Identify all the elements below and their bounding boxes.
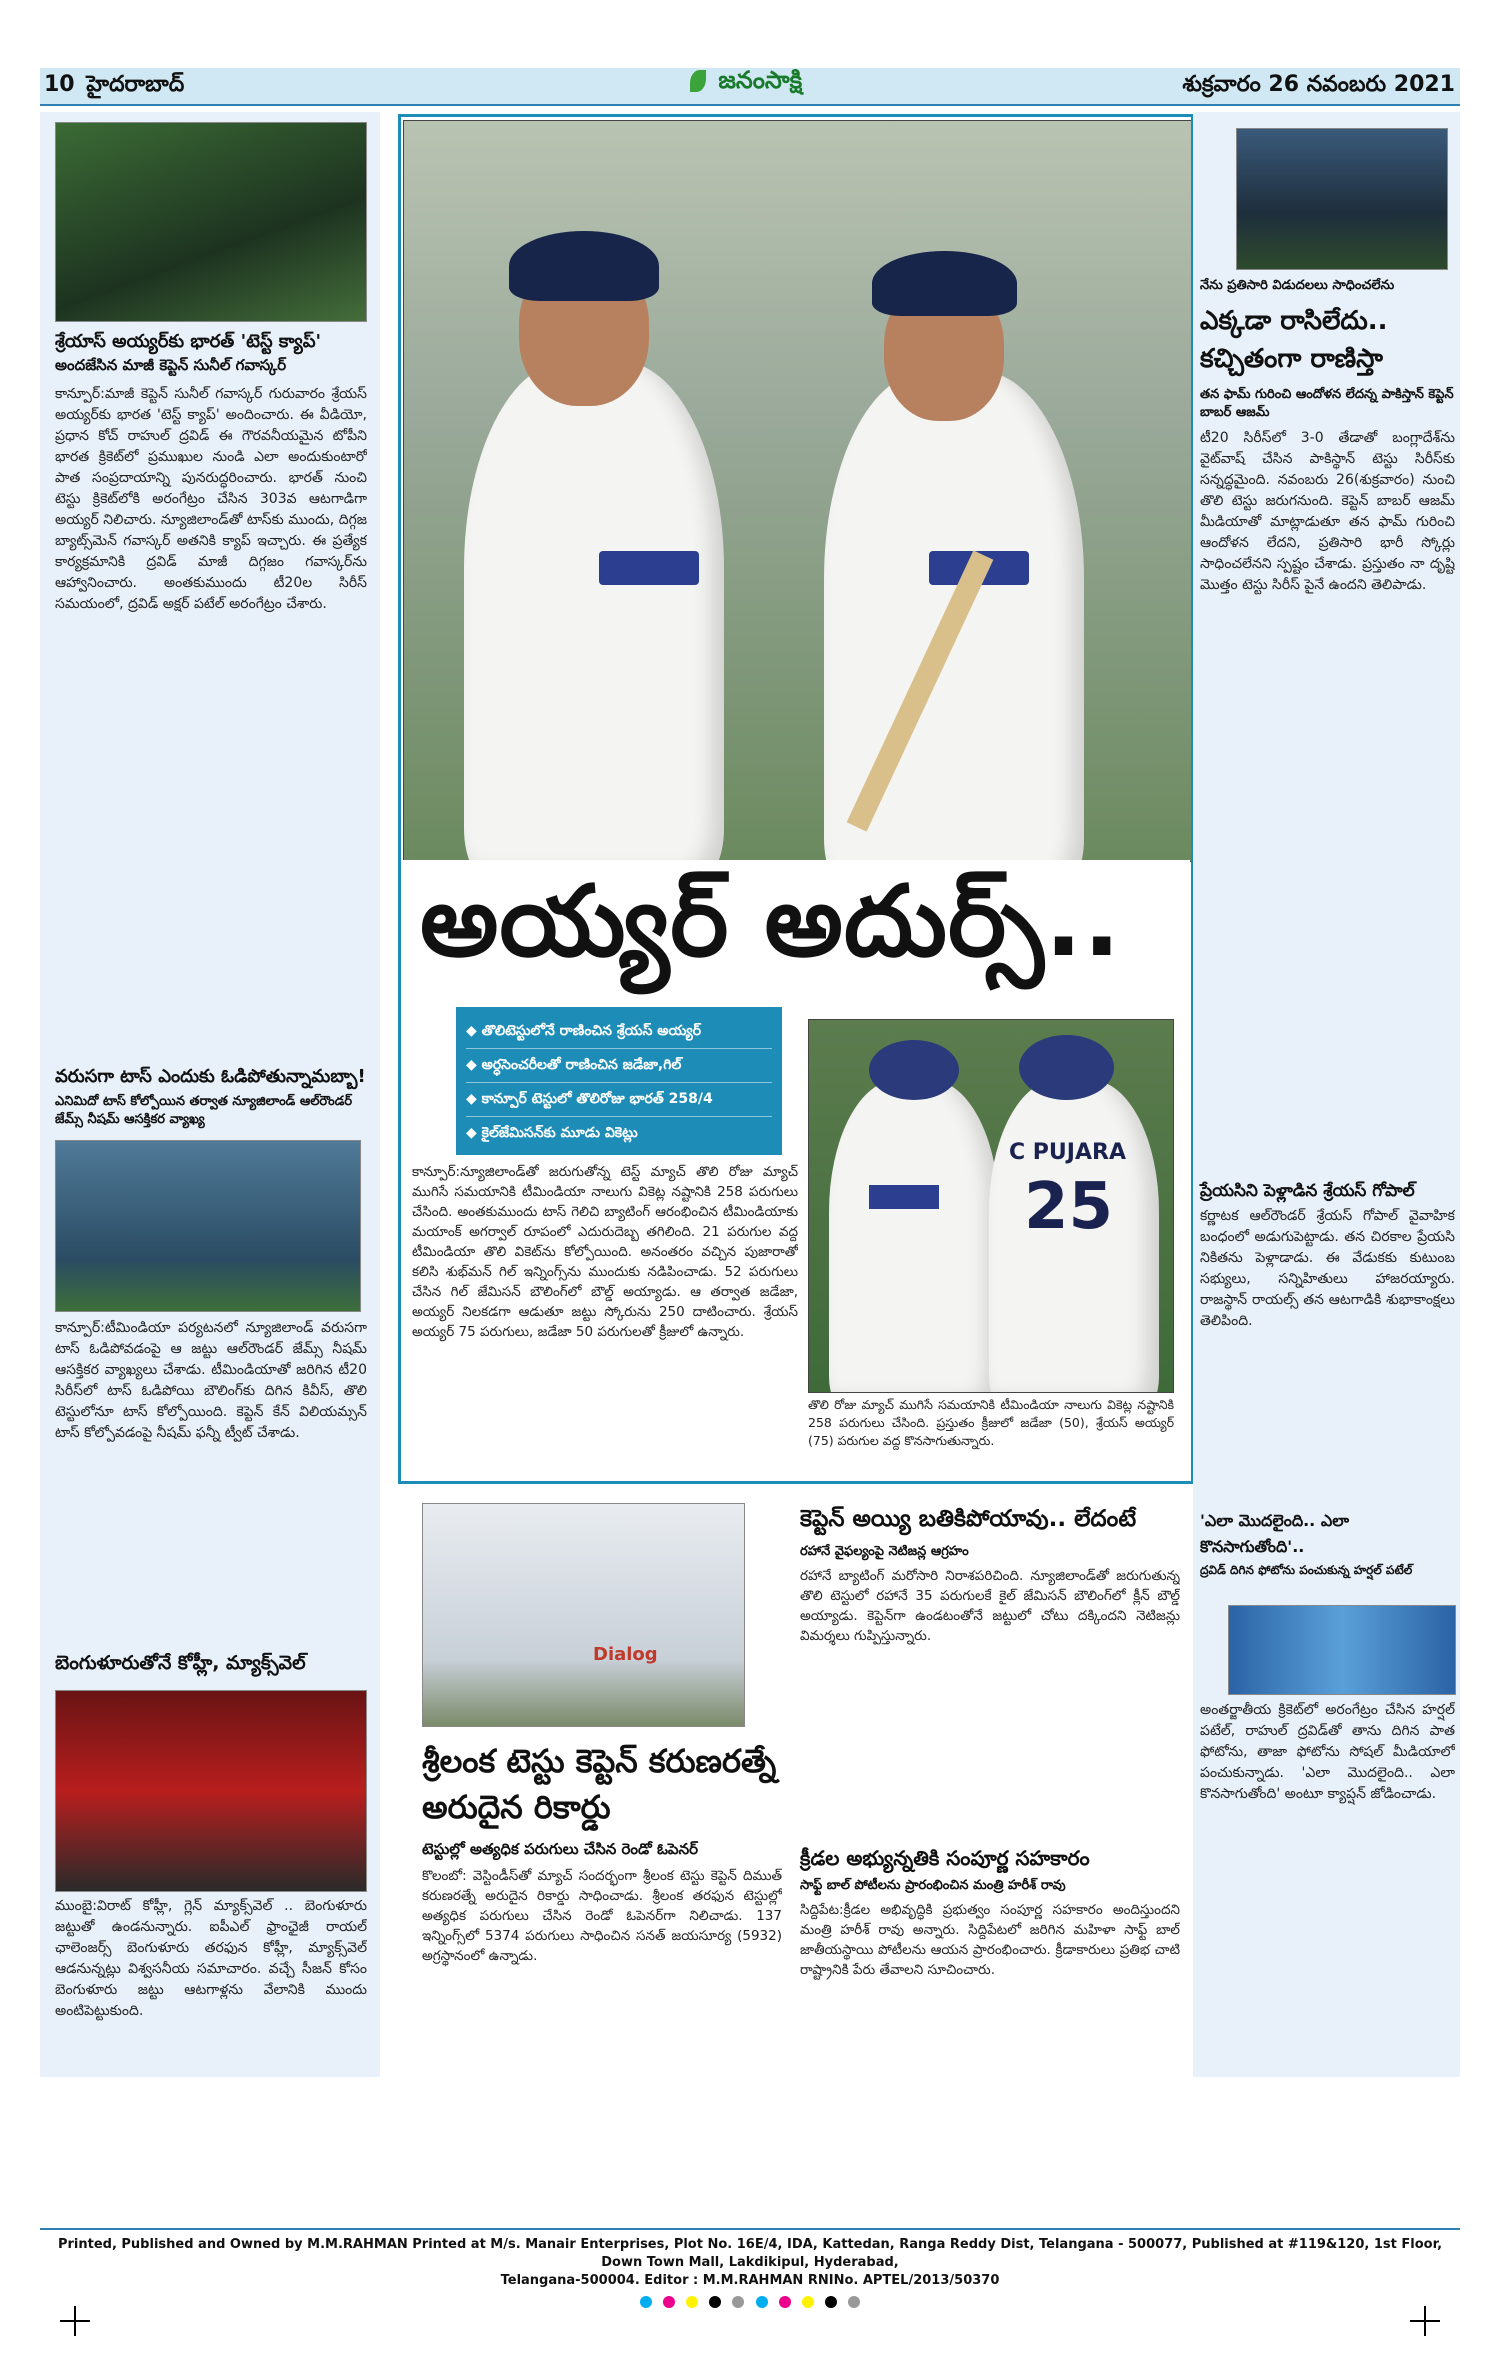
registration-dot: [640, 2296, 652, 2308]
registration-dot: [686, 2296, 698, 2308]
jersey-name: C PUJARA: [1009, 1140, 1126, 1165]
registration-dot: [732, 2296, 744, 2308]
story-headline: కెప్టెన్ అయ్యి బతికిపోయావు.. లేదంటే: [800, 1506, 1137, 1532]
story-body: కాన్పూర్:టీమిండియా పర్యటనలో న్యూజిలాండ్ వరుసగా టాస్ ఓడిపోవడంపై ఆ జట్టు ఆల్‌రౌండర్ జేమ్స్ నీషమ్ ఆసక్తికర వ్యాఖ్యలు చేశాడు. టీమిండియాతో జరిగిన టీ20 సిరీస్‌లో టాస్ ఓడిపోయి బౌలింగ్‌కు దిగిన కివీస్, తొలి టెస్టులోనూ టాస్ కోల్పోయింది. కెప్టెన్ కేన్ విలియమ్సన్ టాస్ కోల్పోవడంపై నీషమ్ ఫన్నీ ట్వీట్ చేశాడు.: [55, 1320, 367, 1441]
masthead-logo: జనంసాక్షి: [690, 66, 802, 100]
registration-dot: [709, 2296, 721, 2308]
story-body: టీ20 సిరీస్‌లో 3-0 తేడాతో బంగ్లాదేశ్‌ను వైట్‌వాష్ చేసిన పాకిస్థాన్ టెస్టు సిరీస్‌కు సన్నద్ధమైంది. నవంబరు 26(శుక్రవారం) నుంచి తొలి టెస్టు జరుగనుంది. కెప్టెన్ బాబర్ ఆజమ్ మీడియాతో మాట్లాడుతూ తన ఫామ్ గురించి ఆందోళన లేదని, ప్రతిసారి భారీ స్కోర్లు సాధించలేనని స్పష్టం చేశాడు. ప్రస్తుతం నా దృష్టి మొత్తం టెస్టు సిరీస్ పైనే ఉందని తెలిపాడు.: [1200, 430, 1455, 593]
story-subhead: ద్రవిడ్ దిగిన ఫోటోను పంచుకున్న హర్షల్ పటేల్: [1200, 1563, 1413, 1577]
registration-dot: [802, 2296, 814, 2308]
sponsor-text: Dialog: [593, 1644, 658, 1665]
neesham-photo: [55, 1140, 361, 1312]
dateline: శుక్రవారం 26 నవంబరు 2021: [1182, 72, 1455, 97]
highlight-item: ◆ కాన్పూర్ టెస్టులో తొలిరోజు భారత్ 258/4: [466, 1083, 772, 1117]
registration-dot: [825, 2296, 837, 2308]
story-headline: ప్రేయసిని పెళ్లాడిన శ్రేయస్ గోపాల్: [1200, 1181, 1415, 1201]
story-headline: శ్రీలంక టెస్టు కెప్టెన్ కరుణరత్నే అరుదైన రికార్డు: [422, 1742, 777, 1826]
crop-mark: [74, 2306, 76, 2336]
story-subhead: రహానే వైఫల్యంపై నెటిజన్ల ఆగ్రహం: [800, 1544, 969, 1559]
footer-rule: [40, 2228, 1460, 2230]
harshal-dravid-photo: [1228, 1605, 1456, 1695]
story-body: ముంబై:విరాట్ కోహ్లీ, గ్లెన్ మ్యాక్స్‌వెల్ .. బెంగుళూరు జట్టుతో ఉండనున్నారు. ఐపీఎల్ ఫ్రాంఛైజీ రాయల్ ఛాలెంజర్స్ బెంగుళూరు తరఫున కోహ్లీ, మ్యాక్స్‌వెల్ ఆడనున్నట్లు విశ్వసనీయ సమాచారం. వచ్చే సీజన్ కోసం బెంగుళూరు జట్టు ఆటగాళ్లను వేలానికి ముందు అంటిపెట్టుకుంది.: [55, 1898, 367, 2019]
story-headline: ఎక్కడా రాసిలేదు.. కచ్చితంగా రాణిస్తా: [1200, 306, 1388, 374]
registration-strip: [55, 2293, 1445, 2309]
story-headline: వరుసగా టాస్ ఎందుకు ఓడిపోతున్నామబ్బా!: [55, 1066, 366, 1087]
babar-azam-photo: [1236, 128, 1448, 270]
story-subhead: ఎనిమిదో టాస్ కోల్పోయిన తర్వాత న్యూజిలాండ్ ఆల్‌రౌండర్ జేమ్స్ నీషమ్ ఆసక్తికర వ్యాఖ్య: [55, 1094, 353, 1127]
page-number: 10 హైదరాబాద్: [44, 72, 185, 97]
registration-dot: [756, 2296, 768, 2308]
story-headline: శ్రేయాస్ అయ్యర్‌కు భారత్ 'టెస్ట్ క్యాప్': [55, 331, 322, 352]
highlight-item: ◆ అర్ధసెంచరీలతో రాణించిన జడేజా,గిల్: [466, 1049, 772, 1083]
story-body: రహానే బ్యాటింగ్ మరోసారి నిరాశపరిచింది. న్యూజిలాండ్‌తో జరుగుతున్న తొలి టెస్టులో రహానే 35 పరుగులకే కైల్ జేమిసన్ బౌలింగ్‌లో క్లీన్ బౌల్డ్ అయ్యాడు. కెప్టెన్‌గా ఉండటంతోనే జట్టులో చోటు దక్కిందని నెటిజన్లు విమర్శలు గుప్పిస్తున్నారు.: [800, 1568, 1180, 1644]
main-story-body: కాన్పూర్:న్యూజిలాండ్‌తో జరుగుతోన్న టెస్ట్ మ్యాచ్ తొలి రోజు మ్యాచ్ ముగిసే సమయానికి టీమిండియా నాలుగు వికెట్ల నష్టానికి 258 పరుగులు చేసింది. అంతకుముందు టాస్ గెలిచి బ్యాటింగ్ ఆరంభించిన టీమిండియాకు మయాంక్ అగర్వాల్ రూపంలో ఎదురుదెబ్బ తగిలింది. 21 పరుగుల వద్ద టీమిండియా తొలి వికెట్‌ను కోల్పోయింది. అనంతరం వచ్చిన పుజారాతో కలిసి శుభ్‌మన్ గిల్ ఇన్నింగ్స్‌ను ముందుకు నడిపించాడు. 52 పరుగులు చేసిన గిల్ జేమిసన్ బౌలింగ్‌లో బౌల్డ్ అయ్యాడు. ఆ తర్వాత జడేజా, అయ్యర్ నిలకడగా ఆడుతూ జట్టు స్కోరును 250 దాటించారు. శ్రేయస్ అయ్యర్ 75 పరుగులు, జడేజా 50 పరుగులతో క్రీజులో ఉన్నారు.: [412, 1164, 798, 1340]
registration-dot: [848, 2296, 860, 2308]
city-label: హైదరాబాద్: [86, 72, 185, 97]
story-subhead: అందజేసిన మాజీ కెప్టెన్ సునీల్ గవాస్కర్: [55, 356, 287, 374]
story-headline: బెంగుళూరుతోనే కోహ్లీ, మ్యాక్స్‌వెల్: [55, 1652, 306, 1674]
imprint-line: Printed, Published and Owned by M.M.RAHMAN Printed at M/s. Manair Enterprises, Plot No. 16E/4, IDA, Kattedan, Ranga Reddy Dist, Telangana - 500077, Published at #119&120, 1st Floor, Down Town Mall, Lakdikipul, Hyderabad, Telangana-500004. Editor : M.M.RAHMAN RNINo. APTEL/2013/50370: [57, 2237, 1443, 2288]
story-body: సిద్దిపేట:క్రీడల అభివృద్ధికి ప్రభుత్వం సంపూర్ణ సహకారం అందిస్తుందని మంత్రి హరీశ్ రావు అన్నారు. సిద్దిపేటలో జరిగిన మహిళా సాఫ్ట్ బాల్ జాతీయస్థాయి పోటీలను ఆయన ప్రారంభించారు. క్రీడాకారులు ప్రతిభ చాటి రాష్ట్రానికి పేరు తేవాలని సూచించారు.: [800, 1902, 1180, 1978]
story-kicker: నేను ప్రతిసారి విడుదలలు సాధించలేను: [1200, 278, 1395, 293]
registration-dot: [663, 2296, 675, 2308]
photo-caption: తొలి రోజు మ్యాచ్ ముగిసే సమయానికి టీమిండియా నాలుగు వికెట్ల నష్టానికి 258 పరుగులు చేసింది. ప్రస్తుతం క్రీజులో జడేజా (50), శ్రేయస్ అయ్యర్ (75) పరుగుల వద్ద కొనసాగుతున్నారు.: [808, 1397, 1174, 1448]
story-headline: క్రీడల అభ్యున్నతికి సంపూర్ణ సహకారం: [800, 1846, 1090, 1870]
story-body: కర్ణాటక ఆల్‌రౌండర్ శ్రేయస్ గోపాల్ వైవాహిక బంధంలో అడుగుపెట్టాడు. తన చిరకాల ప్రేయసి నికితను పెళ్లాడాడు. ఈ వేడుకకు కుటుంబ సభ్యులు, సన్నిహితులు హాజరయ్యారు. రాజస్థాన్ రాయల్స్ తన ఆటగాడికి శుభాకాంక్షలు తెలిపింది.: [1200, 1208, 1455, 1329]
registration-dot: [779, 2296, 791, 2308]
story-headline: 'ఎలా మొదలైంది.. ఎలా కొనసాగుతోంది'..: [1200, 1511, 1349, 1556]
crop-mark: [1424, 2306, 1426, 2336]
story-body: కాన్పూర్:మాజీ కెప్టెన్ సునీల్ గవాస్కర్ గురువారం శ్రేయస్ అయ్యర్‌కు భారత 'టెస్ట్ క్యాప్' అందించారు. ఈ వీడియో, ప్రధాన కోచ్ రాహుల్ ద్రవిడ్ ఈ గౌరవనీయమైన టోపీని భారత క్రికెట్‌లో ప్రముఖుల నుండి ఎలా అందుకుంటారో పాత సంప్రదాయాన్ని పునరుద్ధరించారు. భారత్ నుంచి టెస్టు క్రికెట్‌లోకి అరంగేట్రం చేసిన 303వ ఆటగాడిగా అయ్యర్ నిలిచారు. న్యూజిలాండ్‌తో టాస్‌కు ముందు, దిగ్గజ బ్యాట్స్‌మెన్ గవాస్కర్ అతనికి క్యాప్ ఇచ్చారు. ఈ ప్రత్యేక కార్యక్రమానికి ద్రవిడ్ మాజీ దిగ్గజం గవాస్కర్‌ను ఆహ్వానించారు. అంతకుముందు టీ20ల సిరీస్ సమయంలో, ద్రవిడ్ అక్షర్ పటేల్ అరంగేట్రం చేశారు.: [55, 386, 367, 612]
highlight-item: ◆ కైల్‌జేమిసన్‌కు మూడు వికెట్లు: [466, 1125, 638, 1141]
story-body: అంతర్జాతీయ క్రికెట్‌లో అరంగేట్రం చేసిన హర్షల్ పటేల్, రాహుల్ ద్రవిడ్‌తో తాను దిగిన పాత ఫోటోను, తాజా ఫోటోను సోషల్ మీడియాలో పంచుకున్నాడు. 'ఎలా మొదలైంది.. ఎలా కొనసాగుతోంది' అంటూ క్యాప్షన్ జోడించాడు.: [1200, 1702, 1455, 1802]
gavaskar-ceremony-photo: [55, 122, 367, 322]
karunaratne-photo: [422, 1503, 745, 1727]
rcb-team-photo: [55, 1690, 367, 1892]
highlight-item: ◆ తొలిటెస్టులోనే రాణించిన శ్రేయస్ అయ్యర్: [466, 1015, 772, 1049]
main-title: అయ్యర్ అదుర్స్..: [420, 865, 1122, 979]
story-subhead: సాఫ్ట్ బాల్ పోటీలను ప్రారంభించిన మంత్రి హరీశ్ రావు: [800, 1878, 1066, 1893]
jersey-number: 25: [1024, 1170, 1114, 1244]
story-subhead: తన ఫామ్ గురించి ఆందోళన లేదన్న పాకిస్తాన్ కెప్టెన్ బాబర్ ఆజమ్: [1200, 387, 1454, 420]
story-subhead: టెస్టుల్లో అత్యధిక పరుగులు చేసిన రెండో ఓపెనర్: [422, 1840, 698, 1858]
leaf-icon: [690, 70, 706, 92]
story-body: కొలంబో: వెస్టిండీస్‌తో మ్యాచ్ సందర్భంగా శ్రీలంక టెస్టు కెప్టెన్ దిముత్ కరుణరత్నే అరుదైన రికార్డు సాధించాడు. శ్రీలంక తరఫున టెస్టుల్లో అత్యధిక పరుగులు చేసిన రెండో ఓపెనర్‌గా నిలిచాడు. 137 ఇన్నింగ్స్‌లో 5374 పరుగులు సాధించిన సనత్ జయసూర్య (5932) అగ్రస్థానంలో ఉన్నాడు.: [422, 1868, 782, 1964]
lead-story-frame: [398, 114, 1194, 1484]
